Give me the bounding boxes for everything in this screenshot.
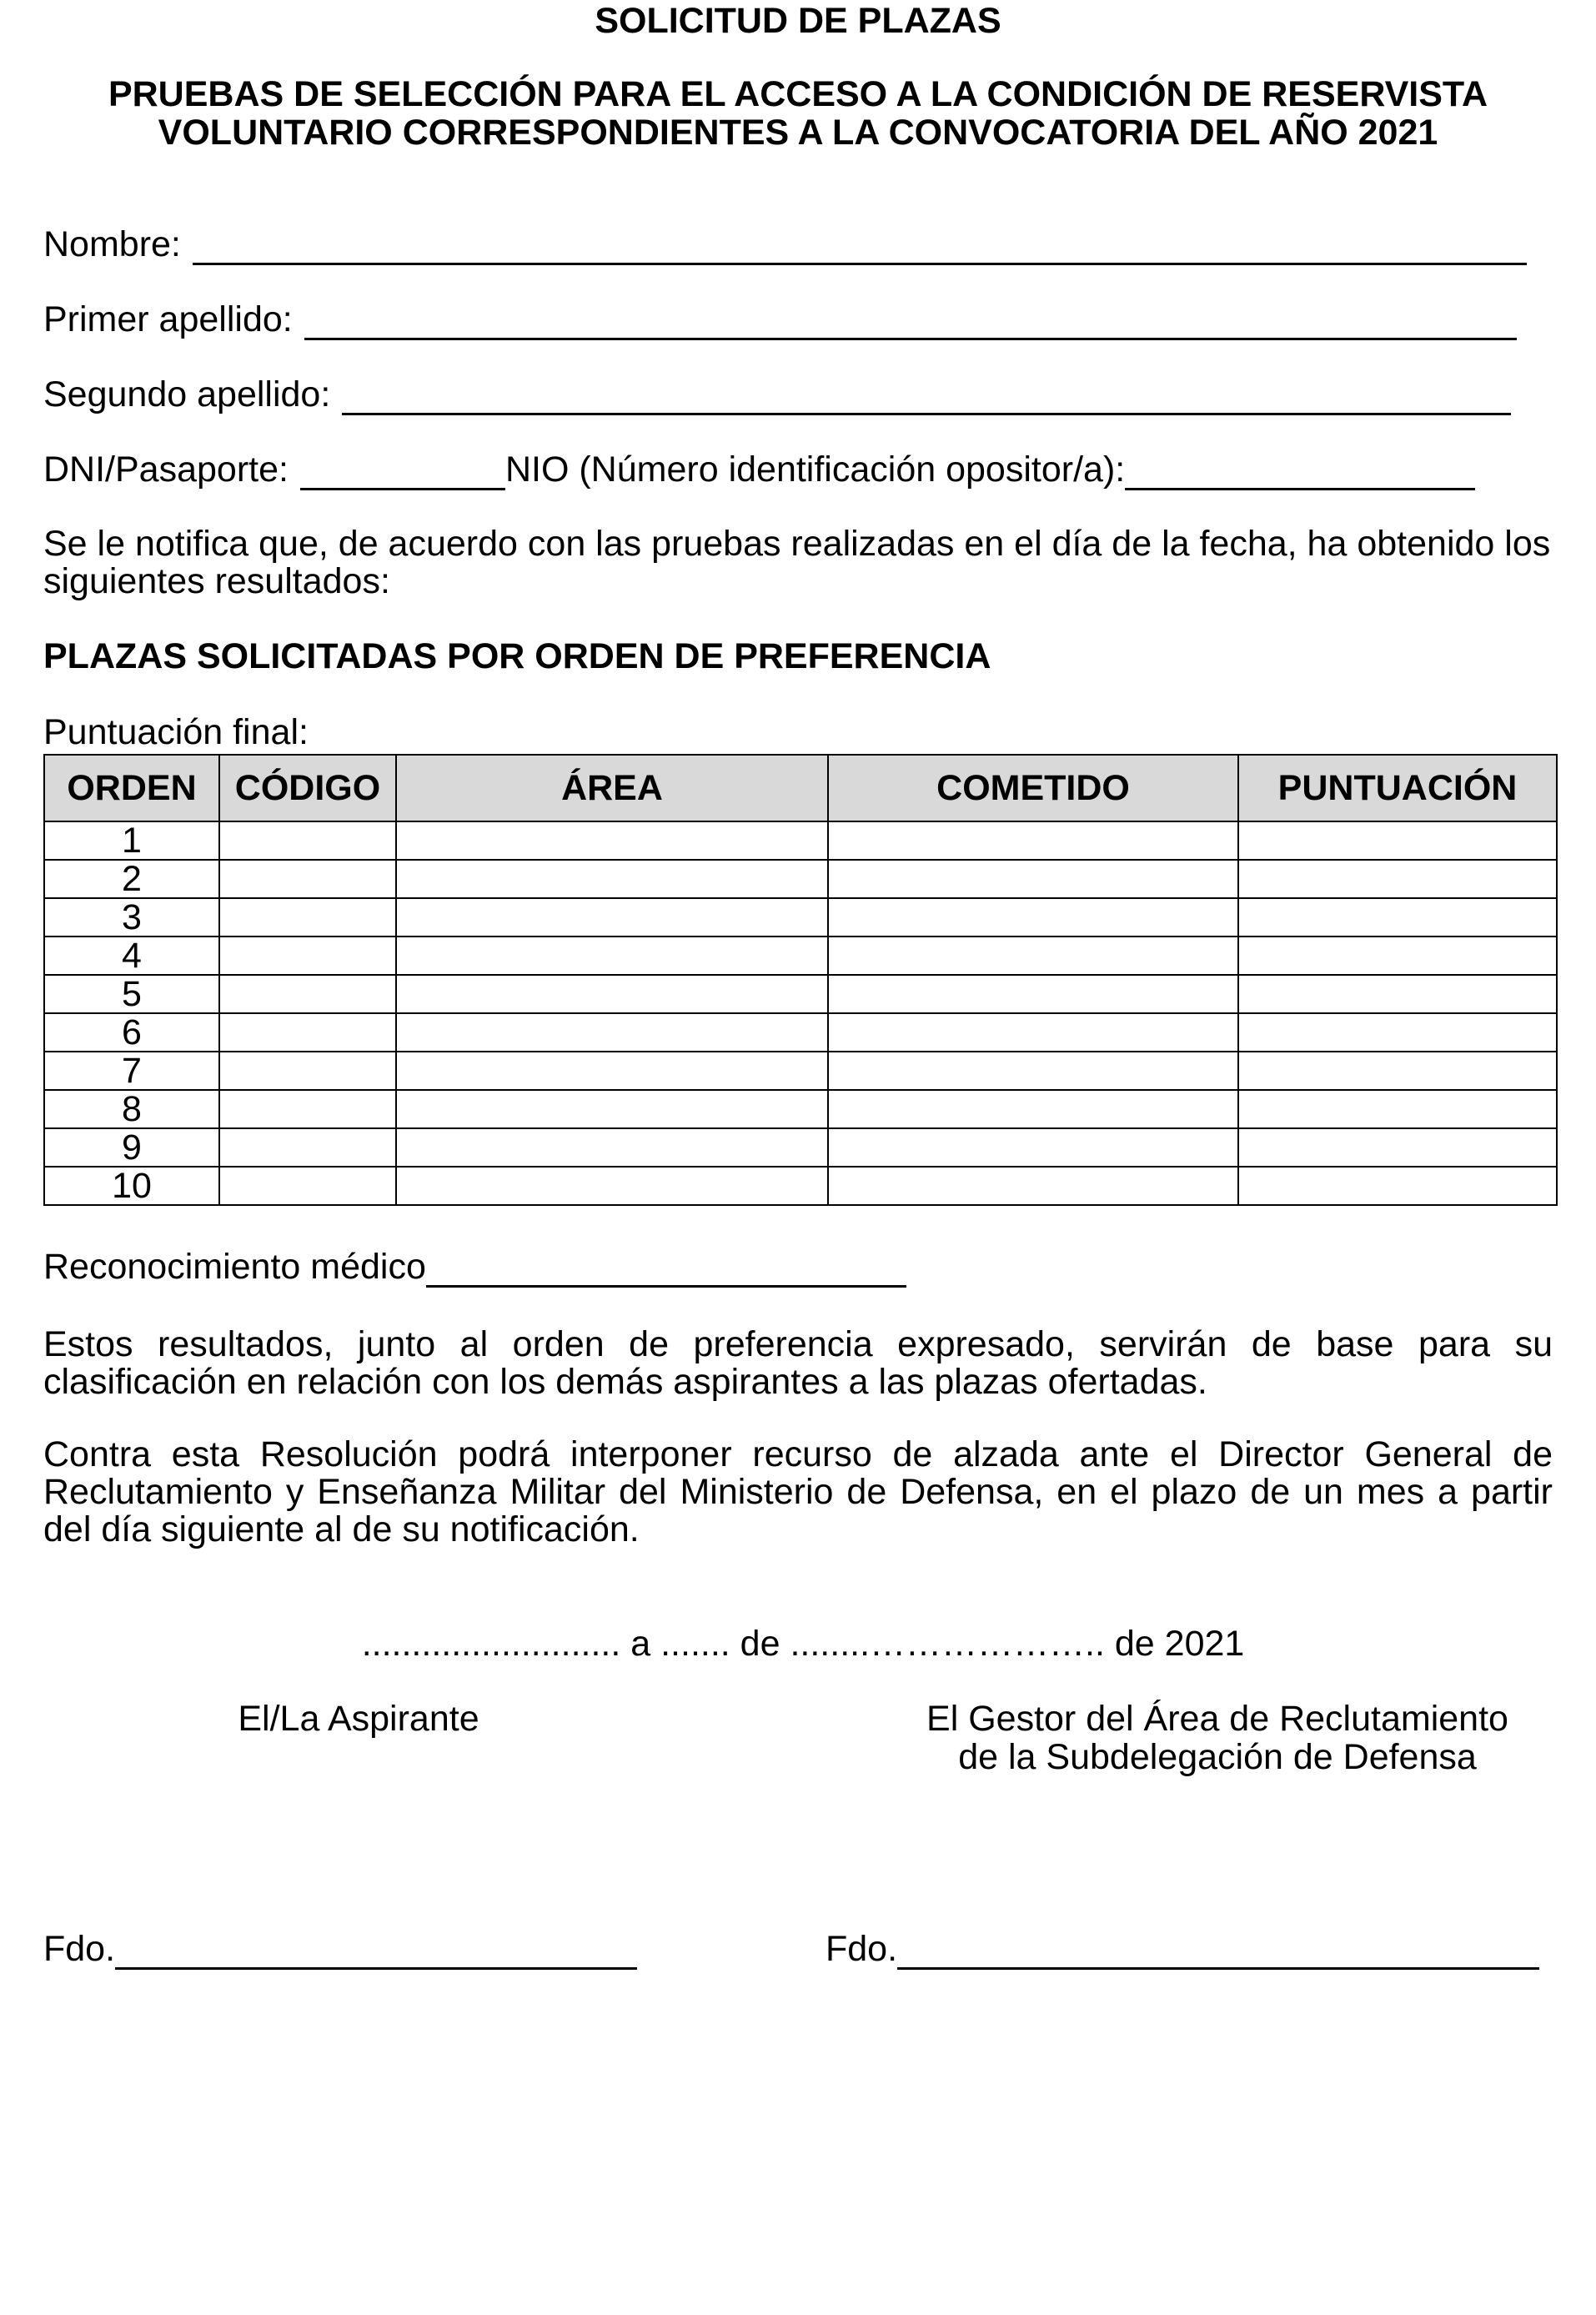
cometido-cell[interactable] bbox=[828, 1013, 1238, 1052]
cometido-cell[interactable] bbox=[828, 937, 1238, 975]
dni-nio-row bbox=[43, 449, 1475, 490]
area-cell[interactable] bbox=[396, 975, 828, 1013]
orden-cell: 6 bbox=[44, 1013, 219, 1052]
date-line: .......................... a ....... de ........……………….. de 2021 bbox=[361, 1624, 1245, 1664]
cometido-cell[interactable] bbox=[828, 1128, 1238, 1167]
cometido-cell[interactable] bbox=[828, 1167, 1238, 1205]
table-row bbox=[44, 1167, 1557, 1205]
puntuacion-cell[interactable] bbox=[1238, 1013, 1557, 1052]
dni-field[interactable] bbox=[300, 454, 505, 490]
codigo-cell[interactable] bbox=[219, 975, 396, 1013]
puntuacion-final-label: Puntuación final: bbox=[43, 712, 309, 752]
column-header-orden: ORDEN bbox=[44, 755, 219, 821]
orden-cell: 1 bbox=[44, 821, 219, 860]
primer-apellido-label: Primer apellido: bbox=[43, 299, 293, 339]
codigo-cell[interactable] bbox=[219, 1128, 396, 1167]
aspirante-label: El/La Aspirante bbox=[238, 1699, 479, 1739]
segundo-apellido-field[interactable] bbox=[342, 379, 1511, 415]
puntuacion-cell[interactable] bbox=[1238, 860, 1557, 898]
codigo-cell[interactable] bbox=[219, 1167, 396, 1205]
primer-apellido-field[interactable] bbox=[304, 304, 1517, 340]
table-row bbox=[44, 898, 1557, 937]
notice-paragraph: Se le notifica que, de acuerdo con las pruebas realizadas en el día de la fecha, ha obtenido los siguientes resultados: bbox=[43, 524, 1551, 601]
codigo-cell[interactable] bbox=[219, 860, 396, 898]
column-header-cometido: COMETIDO bbox=[828, 755, 1238, 821]
reconocimiento-field[interactable] bbox=[426, 1252, 906, 1288]
orden-cell: 3 bbox=[44, 898, 219, 937]
table-header-row bbox=[44, 755, 1557, 821]
nombre-field[interactable] bbox=[193, 229, 1527, 265]
document-title: SOLICITUD DE PLAZAS bbox=[595, 1, 1001, 41]
area-cell[interactable] bbox=[396, 821, 828, 860]
reconocimiento-label: Reconocimiento médico bbox=[43, 1247, 426, 1287]
plazas-table bbox=[43, 754, 1558, 1206]
cometido-cell[interactable] bbox=[828, 860, 1238, 898]
fdo-aspirante-field[interactable] bbox=[115, 1934, 637, 1970]
codigo-cell[interactable] bbox=[219, 1090, 396, 1128]
nombre-label: Nombre: bbox=[43, 224, 181, 264]
puntuacion-cell[interactable] bbox=[1238, 1128, 1557, 1167]
area-cell[interactable] bbox=[396, 1128, 828, 1167]
cometido-cell[interactable] bbox=[828, 1052, 1238, 1090]
segundo-apellido-label: Segundo apellido: bbox=[43, 374, 331, 414]
table-row bbox=[44, 1052, 1557, 1090]
primer-apellido-row bbox=[43, 299, 1517, 340]
orden-cell: 9 bbox=[44, 1128, 219, 1167]
column-header-codigo: CÓDIGO bbox=[219, 755, 396, 821]
table-row bbox=[44, 1090, 1557, 1128]
codigo-cell[interactable] bbox=[219, 898, 396, 937]
orden-cell: 5 bbox=[44, 975, 219, 1013]
recurso-paragraph: Contra esta Resolución podrá interponer recurso de alzada ante el Director General de Reclutamiento y Enseñanza Militar del Ministerio de Defensa, en el plazo de un mes a partir del día siguiente al de su notificación. bbox=[43, 1434, 1553, 1549]
puntuacion-cell[interactable] bbox=[1238, 1167, 1557, 1205]
nombre-row bbox=[43, 223, 1527, 265]
cometido-cell[interactable] bbox=[828, 975, 1238, 1013]
puntuacion-cell[interactable] bbox=[1238, 1090, 1557, 1128]
gestor-label-line2: de la Subdelegación de Defensa bbox=[958, 1737, 1477, 1777]
area-cell[interactable] bbox=[396, 860, 828, 898]
fdo-gestor-label: Fdo. bbox=[826, 1929, 898, 1969]
codigo-cell[interactable] bbox=[219, 821, 396, 860]
table-row bbox=[44, 975, 1557, 1013]
cometido-cell[interactable] bbox=[828, 1090, 1238, 1128]
codigo-cell[interactable] bbox=[219, 937, 396, 975]
nio-field[interactable] bbox=[1125, 454, 1475, 490]
document-subtitle-line1: PRUEBAS DE SELECCIÓN PARA EL ACCESO A LA CONDICIÓN DE RESERVISTA bbox=[108, 74, 1488, 114]
orden-cell: 4 bbox=[44, 937, 219, 975]
codigo-cell[interactable] bbox=[219, 1013, 396, 1052]
fdo-aspirante-label: Fdo. bbox=[43, 1929, 116, 1969]
dni-label: DNI/Pasaporte: bbox=[43, 449, 289, 490]
segundo-apellido-row bbox=[43, 374, 1511, 415]
area-cell[interactable] bbox=[396, 1052, 828, 1090]
puntuacion-cell[interactable] bbox=[1238, 1052, 1557, 1090]
table-row bbox=[44, 937, 1557, 975]
table-row bbox=[44, 1013, 1557, 1052]
fdo-gestor-field[interactable] bbox=[897, 1934, 1539, 1970]
puntuacion-cell[interactable] bbox=[1238, 821, 1557, 860]
column-header-puntuacion: PUNTUACIÓN bbox=[1238, 755, 1557, 821]
column-header-area: ÁREA bbox=[396, 755, 828, 821]
puntuacion-cell[interactable] bbox=[1238, 975, 1557, 1013]
reconocimiento-row bbox=[43, 1246, 906, 1288]
orden-cell: 7 bbox=[44, 1052, 219, 1090]
orden-cell: 10 bbox=[44, 1167, 219, 1205]
gestor-label-line1: El Gestor del Área de Reclutamiento bbox=[926, 1699, 1508, 1739]
plazas-table-body bbox=[44, 821, 1557, 1205]
document-subtitle-line2: VOLUNTARIO CORRESPONDIENTES A LA CONVOCATORIA DEL AÑO 2021 bbox=[158, 113, 1438, 153]
table-row bbox=[44, 1128, 1557, 1167]
cometido-cell[interactable] bbox=[828, 821, 1238, 860]
codigo-cell[interactable] bbox=[219, 1052, 396, 1090]
fdo-aspirante-row bbox=[43, 1928, 637, 1970]
nio-label: NIO (Número identificación opositor/a): bbox=[504, 449, 1126, 490]
area-cell[interactable] bbox=[396, 937, 828, 975]
cometido-cell[interactable] bbox=[828, 898, 1238, 937]
resultados-paragraph: Estos resultados, junto al orden de preferencia expresado, servirán de base para su clasificación en relación con los demás aspirantes a las plazas ofertadas. bbox=[43, 1324, 1553, 1402]
area-cell[interactable] bbox=[396, 1090, 828, 1128]
plazas-heading: PLAZAS SOLICITADAS POR ORDEN DE PREFERENCIA bbox=[43, 636, 991, 676]
orden-cell: 8 bbox=[44, 1090, 219, 1128]
puntuacion-cell[interactable] bbox=[1238, 937, 1557, 975]
fdo-gestor-row bbox=[826, 1928, 1539, 1970]
puntuacion-cell[interactable] bbox=[1238, 898, 1557, 937]
table-row bbox=[44, 860, 1557, 898]
area-cell[interactable] bbox=[396, 898, 828, 937]
orden-cell: 2 bbox=[44, 860, 219, 898]
area-cell[interactable] bbox=[396, 1013, 828, 1052]
area-cell[interactable] bbox=[396, 1167, 828, 1205]
table-row bbox=[44, 821, 1557, 860]
